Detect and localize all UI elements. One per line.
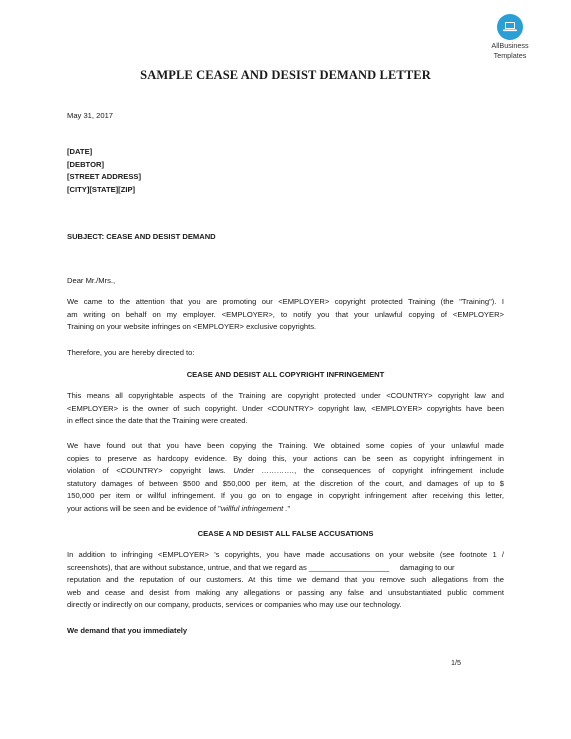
address-line: [DATE] [67, 147, 93, 156]
page-number: 1/5 [451, 658, 461, 667]
subject-line: SUBJECT: CEASE AND DESIST DEMAND [67, 232, 216, 241]
paragraph-line: Training on your website infringes on <EMPLOYER> exclusive copyrights. [67, 322, 317, 332]
paragraph-infringement [67, 440, 504, 516]
paragraph-line: am writing on behalf on my employer. <EMPLOYER>, to notify you that your unlawful copying of <EMPLOYER> [67, 309, 504, 319]
laptop-icon [497, 14, 523, 40]
italic-text: Under …………. [233, 466, 295, 476]
paragraph-line: We came to the attention that you are promoting our <EMPLOYER> copyright protected Training (the "Training"). I [67, 297, 504, 306]
paragraph-line: in effect since the date that the Training were created. [67, 416, 248, 426]
line-text: your actions will be seen and be evidence of " [67, 503, 221, 513]
line-text: screenshots), that are without substance, untrue, and that we regard as [67, 562, 307, 572]
demand-line: We demand that you immediately [67, 626, 188, 635]
paragraph-line: 150,000 per item or willful infringement. If you go on to engage in copyright infringement after receiving this letter, [67, 491, 504, 501]
blank-underline: ___________________ [308, 562, 390, 572]
paragraph-line: In addition to infringing <EMPLOYER> 's copyrights, you have made accusations on your website (see footnote 1 / [67, 550, 504, 559]
company-logo [475, 14, 545, 60]
directed-line: Therefore, you are hereby directed to: [67, 348, 195, 357]
salutation: Dear Mr./Mrs., [67, 276, 116, 285]
logo-text-line1: AllBusiness [491, 41, 529, 50]
paragraph-line: We have found out that you have been copying the Training. We obtained some copies of your unlawful made [67, 441, 504, 450]
section-heading-copyright: CEASE AND DESIST ALL COPYRIGHT INFRINGEMENT [186, 370, 385, 379]
line-text: violation of <COUNTRY> copyright laws. [67, 466, 226, 476]
italic-text: willful infringement . [220, 503, 288, 513]
line-text: " [287, 503, 291, 513]
address-block [67, 146, 504, 197]
paragraph-line: copies to preserve as hardcopy evidence. By doing this, your actions can be seen as copyright infringement in [67, 453, 504, 463]
paragraph-accusations [67, 549, 504, 612]
letter-date: May 31, 2017 [67, 111, 114, 120]
logo-text-line2: Templates [493, 51, 527, 60]
paragraph-line: This means all copyrightable aspects of the Training are copyright protected under <COUNTRY> copyright law and [67, 391, 504, 400]
line-text: , the consequences of copyright infringement include [294, 466, 504, 476]
paragraph-line: <EMPLOYER> is the owner of such copyright. Under <COUNTRY> copyright law, <EMPLOYER> copyrights have been [67, 403, 504, 413]
letter-title: SAMPLE CEASE AND DESIST DEMAND LETTER [140, 68, 431, 82]
paragraph-intro [67, 296, 504, 334]
paragraph-line [67, 503, 504, 516]
section-heading-accusations: CEASE A ND DESIST ALL FALSE ACCUSATIONS [197, 529, 374, 538]
paragraph-line: reputation and the reputation of our customers. At this time we demand that you remove such allegations from the [67, 575, 504, 585]
paragraph-line: directly or indirectly on our company, products, services or companies who may use our technology. [67, 600, 402, 610]
paragraph-line: web and cease and desist from making any allegations or passing any false and unsubstantiated public comment [67, 587, 504, 597]
line-text: damaging to our [399, 562, 455, 572]
paragraph-line [67, 465, 504, 478]
paragraph-line [67, 562, 504, 575]
address-line: [STREET ADDRESS] [67, 172, 141, 182]
address-line: [CITY][STATE][ZIP] [67, 185, 136, 195]
paragraph-copyright [67, 390, 504, 428]
paragraph-line: statutory damages of between $500 and $50,000 per item, at the discretion of the court, and damages of up to $ [67, 478, 504, 488]
address-line: [DEBTOR] [67, 159, 104, 169]
